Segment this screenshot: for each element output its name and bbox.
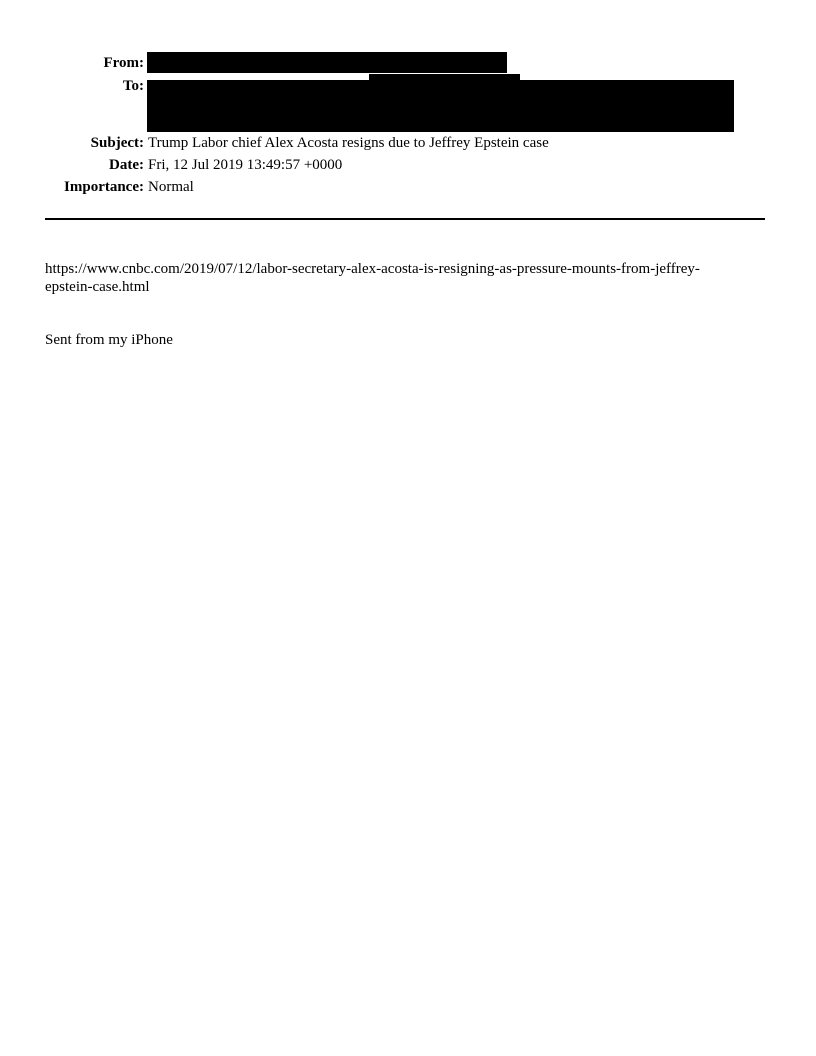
article-link-line-1[interactable]: https://www.cnbc.com/2019/07/12/labor-secretary-alex-acosta-is-resigning-as-pressure-mounts-from-jeffrey- — [45, 261, 700, 277]
article-link-line-2[interactable]: epstein-case.html — [45, 279, 150, 295]
from-redaction — [147, 52, 507, 73]
importance-label: Importance: — [64, 179, 144, 195]
to-label: To: — [122, 78, 144, 94]
date-label: Date: — [109, 157, 144, 173]
article-link[interactable] — [45, 260, 765, 296]
header-divider — [45, 218, 765, 220]
subject-value: Trump Labor chief Alex Acosta resigns due to Jeffrey Epstein case — [148, 135, 549, 151]
date-value: Fri, 12 Jul 2019 13:49:57 +0000 — [148, 157, 343, 173]
to-redaction-block — [147, 80, 734, 132]
signature: Sent from my iPhone — [45, 332, 173, 348]
from-label: From: — [103, 55, 144, 71]
subject-label: Subject: — [90, 135, 144, 151]
importance-value: Normal — [148, 179, 194, 195]
